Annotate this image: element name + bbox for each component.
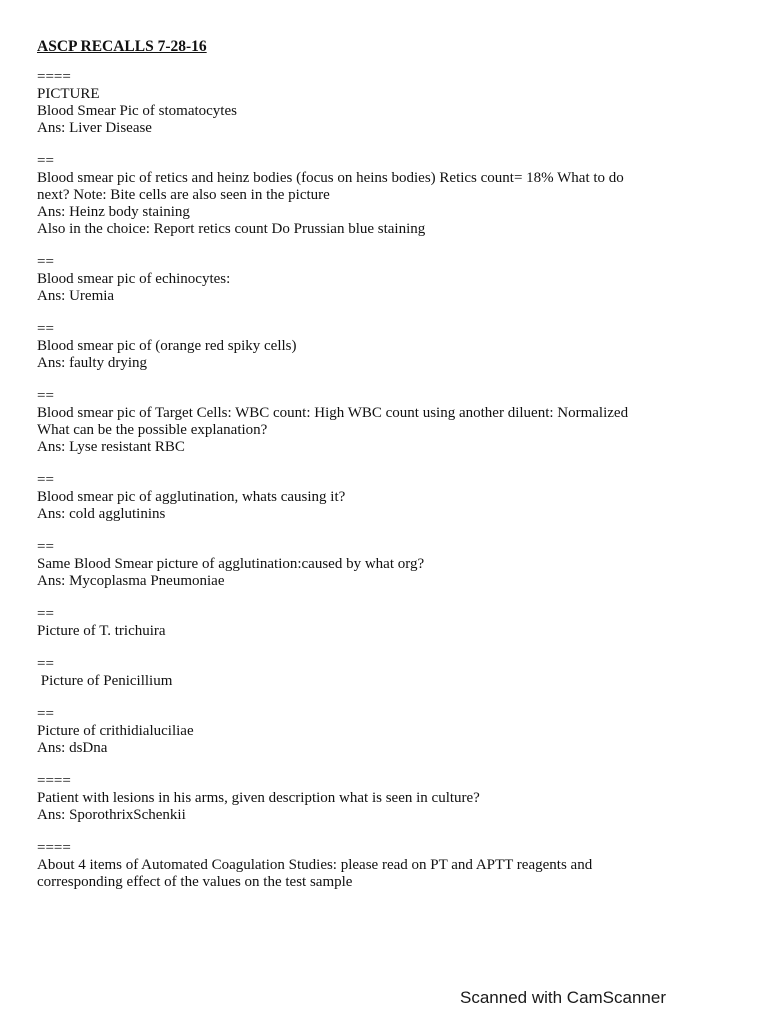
recall-item xyxy=(37,153,737,238)
separator-line: == xyxy=(37,388,54,404)
text-line: Picture of T. trichuira xyxy=(37,623,166,639)
text-line: Blood smear pic of retics and heinz bodies (focus on heins bodies) Retics count= 18% What to do xyxy=(37,170,624,186)
separator-line: == xyxy=(37,472,54,488)
separator-line: == xyxy=(37,706,54,722)
recall-item xyxy=(37,69,737,137)
separator-line: == xyxy=(37,606,54,622)
separator-line: ==== xyxy=(37,69,71,85)
text-line: Picture of Penicillium xyxy=(37,673,173,689)
recall-item xyxy=(37,706,737,757)
text-line: Blood Smear Pic of stomatocytes xyxy=(37,103,237,119)
text-line: Same Blood Smear picture of agglutination:caused by what org? xyxy=(37,556,425,572)
recall-item xyxy=(37,773,737,824)
separator-line: ==== xyxy=(37,773,71,789)
recall-item xyxy=(37,388,737,456)
separator-line: ==== xyxy=(37,840,71,856)
answer-line: Ans: Liver Disease xyxy=(37,120,152,136)
text-line: corresponding effect of the values on the test sample xyxy=(37,874,353,890)
text-line: Blood smear pic of echinocytes: xyxy=(37,271,231,287)
recall-item xyxy=(37,254,737,305)
recall-list xyxy=(37,69,737,891)
separator-line: == xyxy=(37,539,54,555)
separator-line: == xyxy=(37,656,54,672)
text-line: next? Note: Bite cells are also seen in the picture xyxy=(37,187,330,203)
recall-item xyxy=(37,656,737,690)
text-line: Blood smear pic of Target Cells: WBC count: High WBC count using another diluent: Normalized xyxy=(37,405,629,421)
answer-line: Ans: Lyse resistant RBC xyxy=(37,439,185,455)
answer-line: Ans: Mycoplasma Pneumoniae xyxy=(37,573,225,589)
recall-item xyxy=(37,321,737,372)
recall-item xyxy=(37,840,737,891)
separator-line: == xyxy=(37,153,54,169)
recall-item xyxy=(37,472,737,523)
text-line: Blood smear pic of agglutination, whats causing it? xyxy=(37,489,346,505)
answer-line: Ans: Uremia xyxy=(37,288,115,304)
text-line: Blood smear pic of (orange red spiky cells) xyxy=(37,338,297,354)
answer-line: Ans: SporothrixSchenkii xyxy=(37,807,186,823)
text-line: What can be the possible explanation? xyxy=(37,422,268,438)
separator-line: == xyxy=(37,321,54,337)
answer-line: Ans: dsDna xyxy=(37,740,108,756)
text-line: PICTURE xyxy=(37,86,100,102)
answer-line: Ans: cold agglutinins xyxy=(37,506,166,522)
text-line: About 4 items of Automated Coagulation Studies: please read on PT and APTT reagents and xyxy=(37,857,593,873)
separator-line: == xyxy=(37,254,54,270)
recall-item xyxy=(37,539,737,590)
document-body xyxy=(37,38,737,907)
answer-line: Ans: Heinz body staining xyxy=(37,204,190,220)
answer-line: Ans: faulty drying xyxy=(37,355,147,371)
text-line: Picture of crithidialuciliae xyxy=(37,723,194,739)
camscanner-watermark: Scanned with CamScanner xyxy=(460,988,667,1007)
text-line: Also in the choice: Report retics count Do Prussian blue staining xyxy=(37,221,426,237)
document-title: ASCP RECALLS 7-28-16 xyxy=(37,38,207,55)
text-line: Patient with lesions in his arms, given description what is seen in culture? xyxy=(37,790,480,806)
recall-item xyxy=(37,606,737,640)
